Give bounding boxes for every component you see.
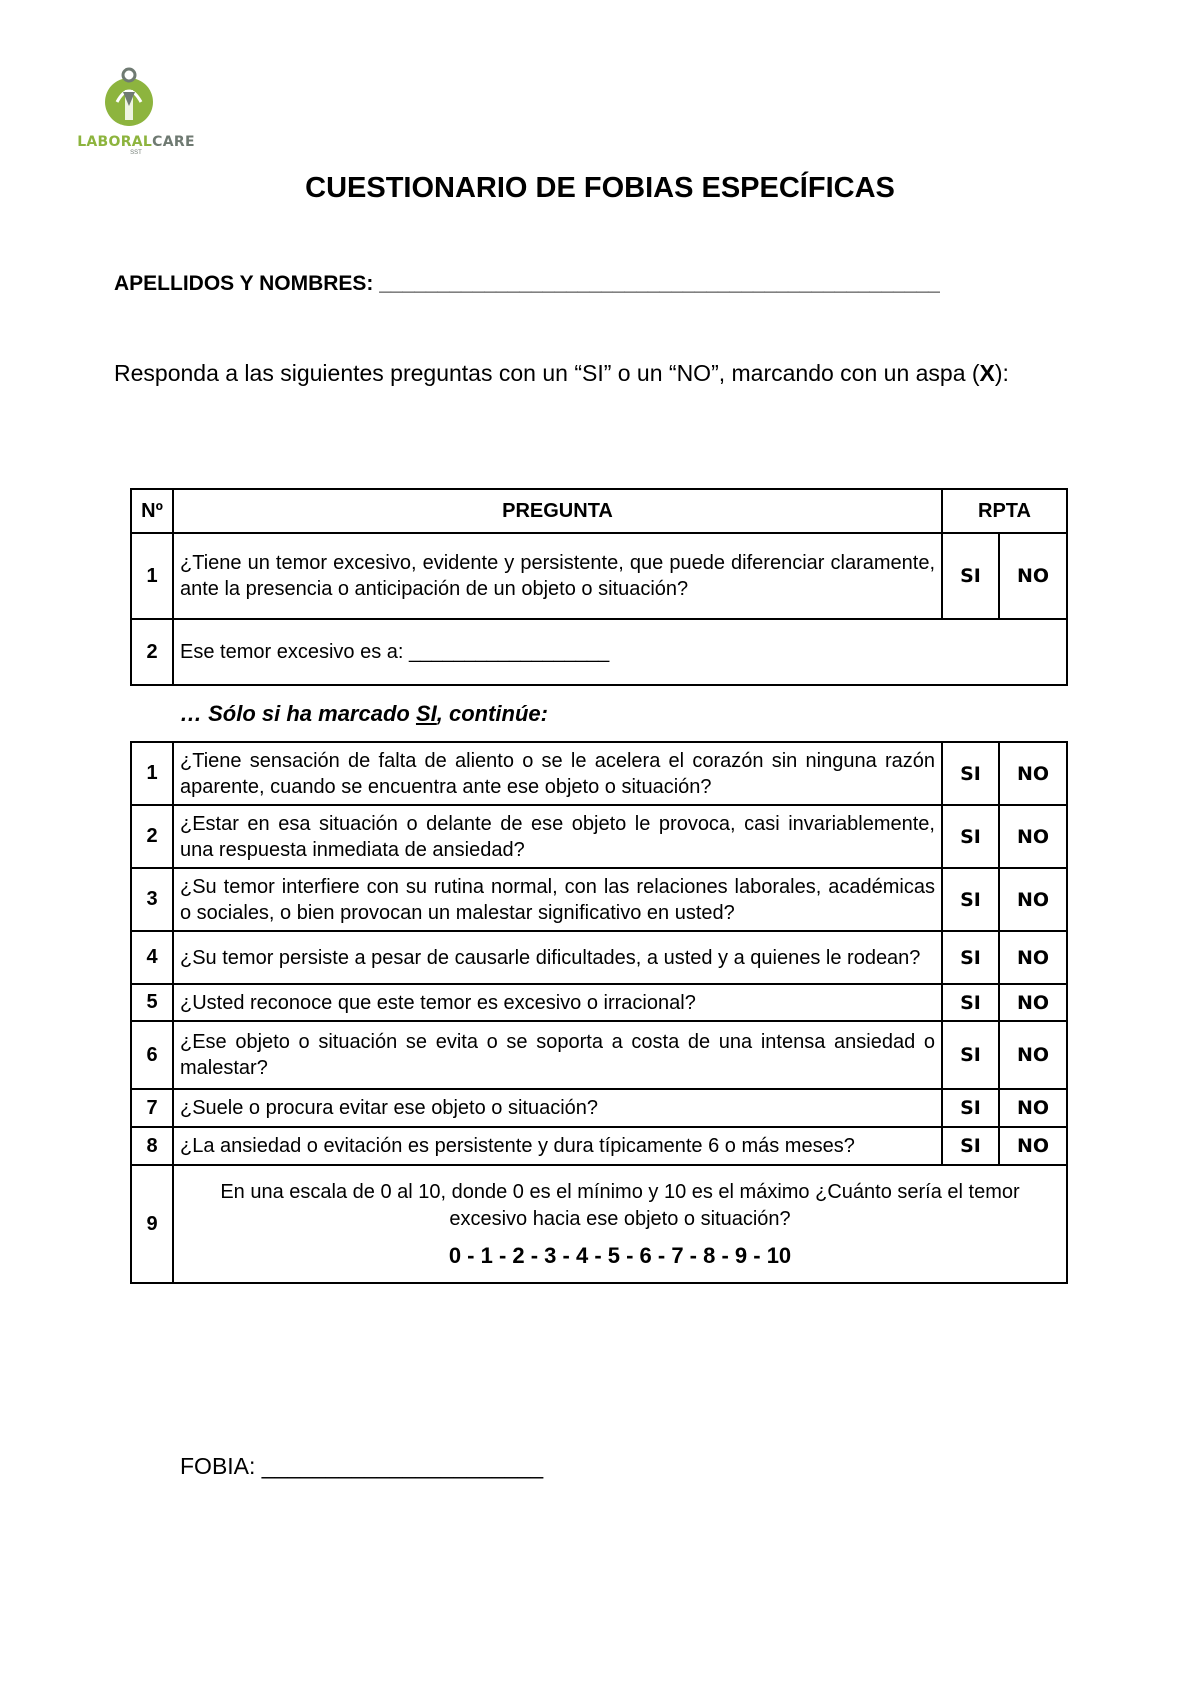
answer-no-cell[interactable]: NO: [999, 984, 1067, 1021]
scale-question-cell: [173, 1165, 1067, 1283]
answer-no-cell[interactable]: NO: [999, 742, 1067, 805]
table-row: [131, 1165, 1067, 1283]
answer-no-cell[interactable]: NO: [999, 868, 1067, 931]
question-text: ¿Usted reconoce que este temor es excesivo o irracional?: [173, 984, 942, 1021]
question-number: 9: [131, 1165, 173, 1283]
table-row: [131, 931, 1067, 984]
table-row: [131, 742, 1067, 805]
table-row: [131, 619, 1067, 685]
table-row: [131, 805, 1067, 868]
question-text: ¿La ansiedad o evitación es persistente y dura típicamente 6 o más meses?: [173, 1127, 942, 1165]
questionnaire-table-primary: [130, 488, 1068, 686]
question-text: ¿Suele o procura evitar ese objeto o situación?: [173, 1089, 942, 1127]
scale-options[interactable]: 0 - 1 - 2 - 3 - 4 - 5 - 6 - 7 - 8 - 9 - 10: [448, 1243, 792, 1268]
answer-no-cell[interactable]: NO: [999, 931, 1067, 984]
answer-no-cell[interactable]: NO: [999, 1021, 1067, 1089]
logo: [76, 62, 196, 158]
table-row: [131, 533, 1067, 619]
answer-no-cell[interactable]: NO: [999, 805, 1067, 868]
header-question: PREGUNTA: [173, 489, 942, 533]
question-number: 1: [131, 742, 173, 805]
continue-note: … Sólo si ha marcado SI, continúe:: [180, 701, 548, 726]
answer-no-cell[interactable]: NO: [999, 533, 1067, 619]
phobia-object-field[interactable]: Ese temor excesivo es a: __________________: [173, 619, 1067, 685]
questionnaire-table-followup: [130, 741, 1068, 1284]
question-number: 8: [131, 1127, 173, 1165]
logo-emblem-icon: [76, 62, 196, 134]
fobia-field-label[interactable]: FOBIA: ______________________: [180, 1453, 544, 1479]
table-row: [131, 984, 1067, 1021]
question-number: 2: [131, 805, 173, 868]
answer-si-cell[interactable]: SI: [942, 868, 999, 931]
answer-si-cell[interactable]: SI: [942, 931, 999, 984]
logo-wordmark: LABORALCARE: [77, 134, 195, 150]
question-number: 7: [131, 1089, 173, 1127]
answer-si-cell[interactable]: SI: [942, 1021, 999, 1089]
question-number: 4: [131, 931, 173, 984]
table-row: [131, 1021, 1067, 1089]
question-number: 5: [131, 984, 173, 1021]
question-number: 6: [131, 1021, 173, 1089]
table-header-row: [131, 489, 1067, 533]
question-text: ¿Tiene un temor excesivo, evidente y persistente, que puede diferenciar claramente, ante la presencia o anticipación de un objeto o situación?: [173, 533, 942, 619]
header-answer: RPTA: [942, 489, 1067, 533]
answer-si-cell[interactable]: SI: [942, 805, 999, 868]
question-text: ¿Su temor persiste a pesar de causarle dificultades, a usted y a quienes le rodean?: [173, 931, 942, 984]
instructions: Responda a las siguientes preguntas con un “SI” o un “NO”, marcando con un aspa (X):: [114, 360, 1009, 386]
names-field-label: APELLIDOS Y NOMBRES: ________________________________________________: [114, 272, 940, 295]
answer-si-cell[interactable]: SI: [942, 984, 999, 1021]
table-row: [131, 1127, 1067, 1165]
logo-subtext: SST: [130, 150, 142, 156]
answer-si-cell[interactable]: SI: [942, 533, 999, 619]
answer-si-cell[interactable]: SI: [942, 1127, 999, 1165]
question-text: ¿Tiene sensación de falta de aliento o se le acelera el corazón sin ninguna razón aparente, cuando se encuentra ante ese objeto o situación?: [173, 742, 942, 805]
table-row: [131, 1089, 1067, 1127]
scale-question-text: En una escala de 0 al 10, donde 0 es el mínimo y 10 es el máximo ¿Cuánto sería el temor excesivo hacia ese objeto o situación?: [220, 1181, 1020, 1230]
answer-si-cell[interactable]: SI: [942, 1089, 999, 1127]
question-text: ¿Su temor interfiere con su rutina normal, con las relaciones laborales, académicas o sociales, o bien provocan un malestar significativo en usted?: [173, 868, 942, 931]
answer-no-cell[interactable]: NO: [999, 1127, 1067, 1165]
table-row: [131, 868, 1067, 931]
question-number: 2: [131, 619, 173, 685]
answer-si-cell[interactable]: SI: [942, 742, 999, 805]
question-number: 1: [131, 533, 173, 619]
page-title: CUESTIONARIO DE FOBIAS ESPECÍFICAS: [305, 172, 895, 204]
question-text: ¿Ese objeto o situación se evita o se soporta a costa de una intensa ansiedad o malestar?: [173, 1021, 942, 1089]
question-text: ¿Estar en esa situación o delante de ese objeto le provoca, casi invariablemente, una respuesta inmediata de ansiedad?: [173, 805, 942, 868]
answer-no-cell[interactable]: NO: [999, 1089, 1067, 1127]
header-number: Nº: [131, 489, 173, 533]
question-number: 3: [131, 868, 173, 931]
